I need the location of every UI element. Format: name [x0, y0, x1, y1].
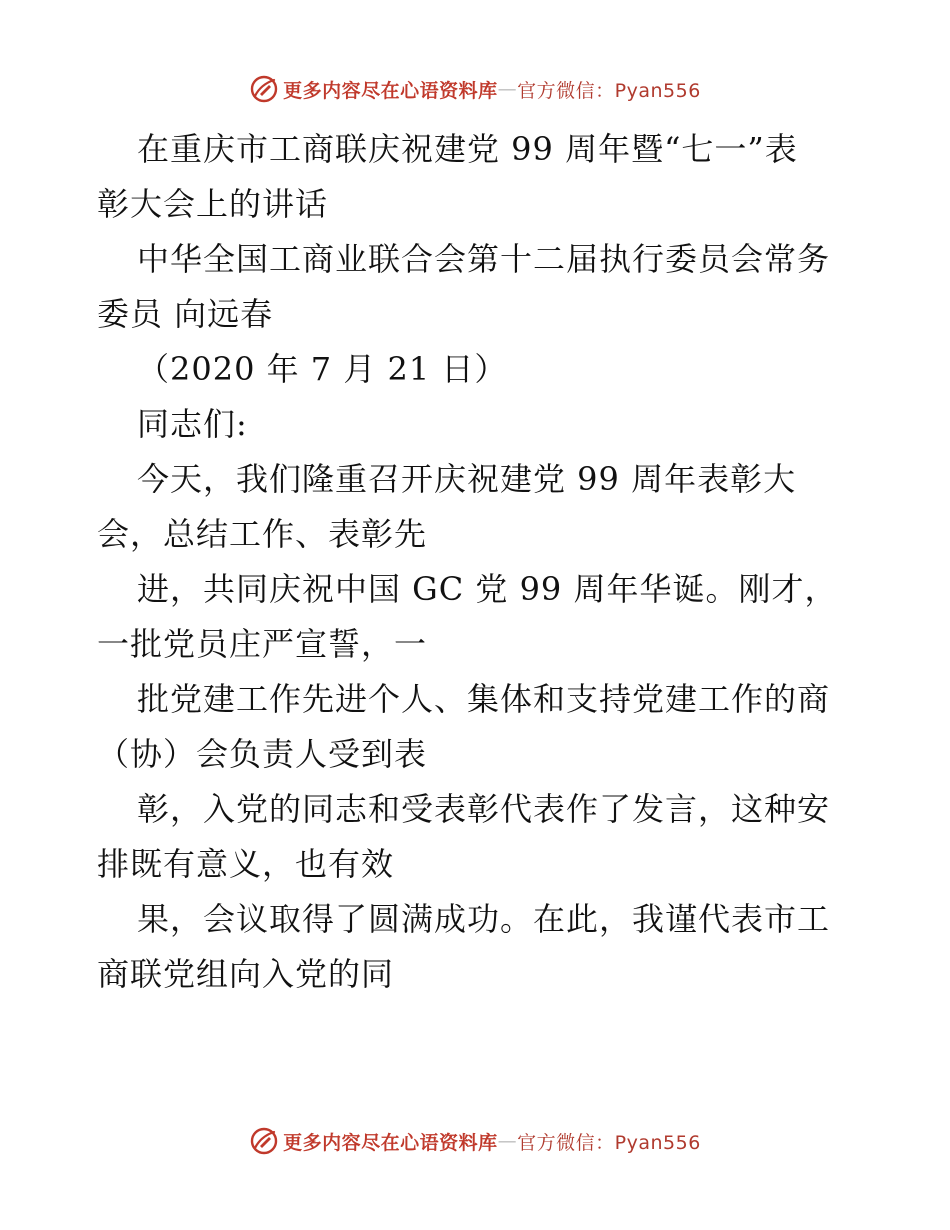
- text-line: 中华全国工商业联合会第十二届执行委员会常务: [137, 240, 831, 278]
- text-line: 彰大会上的讲话: [97, 185, 329, 223]
- text-line: 商联党组向入党的同: [97, 955, 395, 993]
- text-line: 排既有意义，也有效: [97, 845, 395, 883]
- text-line: 会，总结工作、表彰先: [97, 515, 428, 553]
- text-line: 同志们:: [137, 405, 248, 443]
- text-line: 批党建工作先进个人、集体和支持党建工作的商: [137, 680, 831, 718]
- watermark-separator: —: [497, 1130, 518, 1152]
- text-line: 一批党员庄严宣誓，一: [97, 625, 428, 663]
- handwriting-logo-icon: [249, 74, 279, 104]
- text-line: 委员 向远春: [97, 295, 274, 333]
- text-line: 进，共同庆祝中国 GC 党 99 周年华诞。刚才，: [137, 570, 838, 608]
- text-line: 今天，我们隆重召开庆祝建党 99 周年表彰大: [137, 460, 797, 498]
- watermark-main-text: 更多内容尽在心语资料库: [283, 79, 498, 102]
- watermark-separator: —: [497, 78, 518, 100]
- text-line: （2020 年 7 月 21 日）: [137, 350, 508, 388]
- watermark-main-text: 更多内容尽在心语资料库: [283, 1131, 498, 1154]
- text-line: （协）会负责人受到表: [97, 735, 428, 773]
- watermark-wechat-text: 官方微信：Pyan556: [517, 79, 701, 102]
- text-line: 果，会议取得了圆满成功。在此，我谨代表市工: [137, 900, 831, 938]
- text-line: 在重庆市工商联庆祝建党 99 周年暨“七一”表: [137, 130, 798, 168]
- text-line: 彰，入党的同志和受表彰代表作了发言，这种安: [137, 790, 831, 828]
- footer-watermark: [0, 1124, 950, 1158]
- header-watermark: [0, 72, 950, 106]
- watermark-wechat-text: 官方微信：Pyan556: [517, 1131, 701, 1154]
- handwriting-logo-icon: [249, 1126, 279, 1156]
- document-body: [97, 122, 857, 1002]
